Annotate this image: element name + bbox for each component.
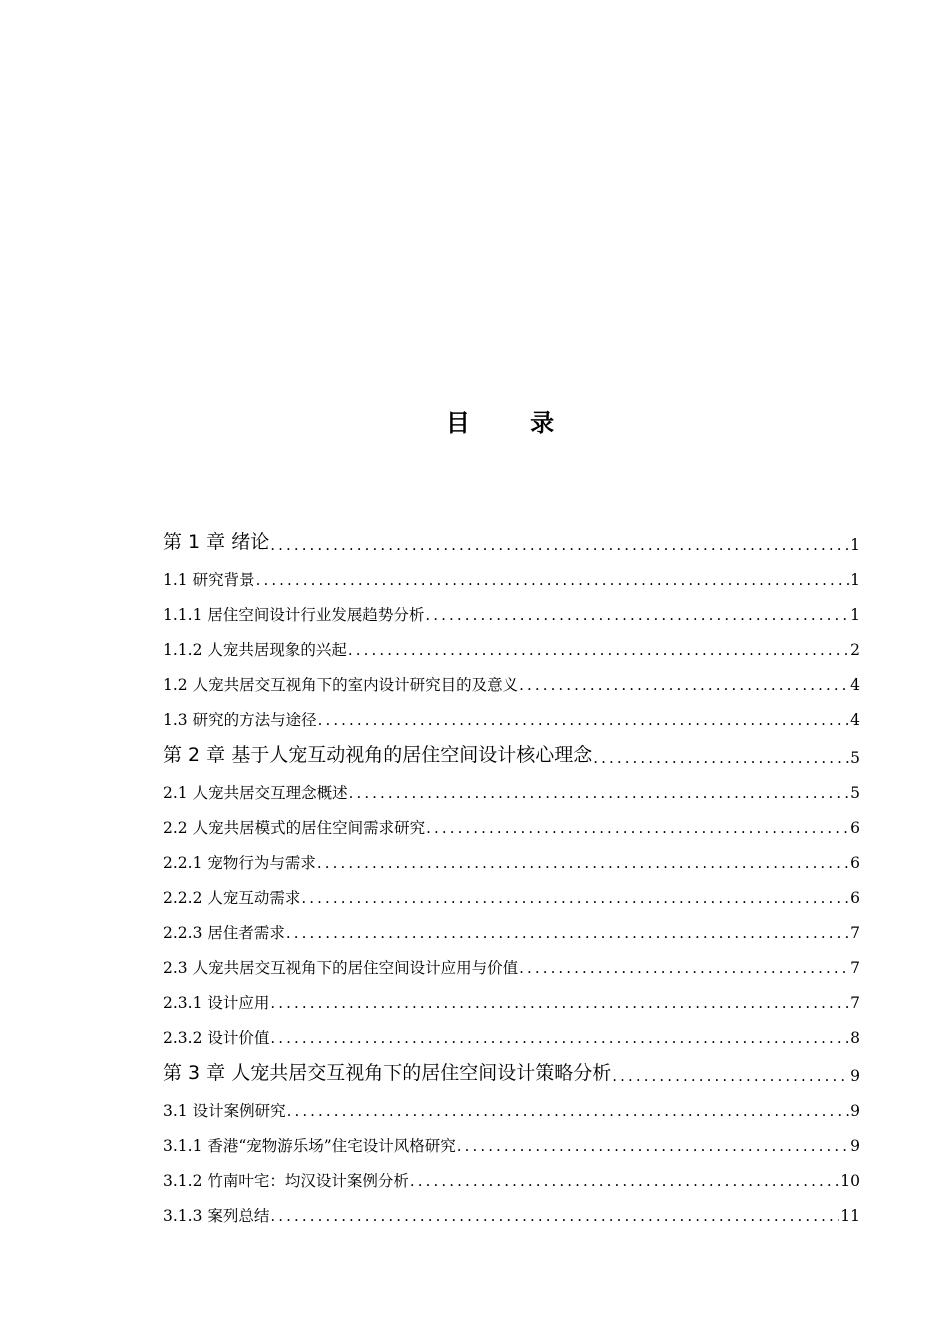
toc-section-entry[interactable] (163, 1158, 860, 1193)
toc-entry-label: 2.3 人宠共居交互视角下的居住空间设计应用与价值 (163, 958, 519, 977)
toc-section-entry[interactable] (163, 662, 860, 697)
toc-dot-leader (270, 1029, 849, 1051)
toc-section-entry[interactable] (163, 875, 860, 910)
toc-page-number: 9 (850, 1066, 860, 1085)
toc-page-number: 7 (850, 923, 860, 942)
toc-dot-leader (593, 749, 849, 771)
toc-entry-label: 第 3 章 人宠共居交互视角下的居住空间设计策略分析 (163, 1062, 612, 1085)
toc-page-number: 1 (850, 535, 860, 554)
toc-page-number: 2 (850, 640, 860, 659)
toc-section-entry[interactable] (163, 980, 860, 1015)
toc-entry-label: 1.2 人宠共居交互视角下的室内设计研究目的及意义 (163, 675, 519, 694)
toc-dot-leader (348, 641, 849, 663)
toc-section-entry[interactable] (163, 805, 860, 840)
toc-dot-leader (270, 1207, 839, 1229)
toc-page-number: 9 (850, 1136, 860, 1155)
toc-page-number: 9 (850, 1101, 860, 1120)
toc-entry-label: 1.1 研究背景 (163, 570, 255, 589)
toc-section-entry[interactable] (163, 592, 860, 627)
toc-entry-label: 2.2.3 居住者需求 (163, 923, 285, 942)
toc-section-entry[interactable] (163, 697, 860, 732)
toc-entry-label: 第 1 章 绪论 (163, 531, 270, 554)
toc-section-entry[interactable] (163, 770, 860, 805)
toc-dot-leader (317, 854, 849, 876)
toc-page-number: 10 (840, 1171, 860, 1190)
toc-section-entry[interactable] (163, 557, 860, 592)
toc-dot-leader (410, 1172, 839, 1194)
toc-section-entry[interactable] (163, 910, 860, 945)
toc-page-number: 7 (850, 993, 860, 1012)
toc-entry-label: 2.2 人宠共居模式的居住空间需求研究 (163, 818, 426, 837)
toc-chapter-entry[interactable] (163, 519, 860, 557)
toc-section-entry[interactable] (163, 627, 860, 662)
toc-dot-leader (270, 994, 849, 1016)
toc-entry-label: 2.3.2 设计价值 (163, 1028, 270, 1047)
toc-page-number: 4 (850, 675, 860, 694)
toc-section-entry[interactable] (163, 1088, 860, 1123)
toc-entry-label: 3.1.1 香港“宠物游乐场”住宅设计风格研究 (163, 1136, 456, 1155)
toc-entry-label: 第 2 章 基于人宠互动视角的居住空间设计核心理念 (163, 744, 593, 767)
toc-page-number: 6 (850, 853, 860, 872)
toc-page-number: 7 (850, 958, 860, 977)
toc-dot-leader (457, 1137, 849, 1159)
toc-dot-leader (425, 606, 849, 628)
toc-entry-label: 1.1.2 人宠共居现象的兴起 (163, 640, 347, 659)
toc-page-number: 8 (850, 1028, 860, 1047)
toc-entry-label: 2.1 人宠共居交互理念概述 (163, 783, 348, 802)
toc-dot-leader (349, 784, 850, 806)
toc-section-entry[interactable] (163, 840, 860, 875)
toc-page-number: 4 (850, 710, 860, 729)
toc-dot-leader (519, 959, 849, 981)
toc-entry-label: 1.3 研究的方法与途径 (163, 710, 317, 729)
toc-dot-leader (426, 819, 849, 841)
toc-chapter-entry[interactable] (163, 732, 860, 770)
toc-title: 目 录 (445, 409, 581, 437)
toc-section-entry[interactable] (163, 945, 860, 980)
toc-page-number: 6 (850, 818, 860, 837)
toc-entry-label: 3.1.2 竹南叶宅：均汉设计案例分析 (163, 1171, 409, 1190)
toc-section-entry[interactable] (163, 1193, 860, 1228)
toc-dot-leader (256, 571, 850, 593)
toc-entry-label: 2.3.1 设计应用 (163, 993, 270, 1012)
toc-chapter-entry[interactable] (163, 1050, 860, 1088)
toc-dot-leader (287, 1102, 850, 1124)
toc-entry-label: 3.1.3 案列总结 (163, 1206, 270, 1225)
toc-section-entry[interactable] (163, 1015, 860, 1050)
toc-dot-leader (519, 676, 849, 698)
toc-page-number: 1 (850, 570, 860, 589)
toc-entry-label: 2.2.1 宠物行为与需求 (163, 853, 316, 872)
toc-dot-leader (318, 711, 850, 733)
toc-dot-leader (301, 889, 849, 911)
toc-page-number: 1 (850, 605, 860, 624)
toc-page-number: 5 (850, 748, 860, 767)
toc-entry-label: 3.1 设计案例研究 (163, 1101, 286, 1120)
toc-section-entry[interactable] (163, 1123, 860, 1158)
toc-dot-leader (612, 1067, 849, 1089)
toc-page-number: 6 (850, 888, 860, 907)
toc-page-number: 5 (850, 783, 860, 802)
toc-dot-leader (286, 924, 849, 946)
toc-page-number: 11 (840, 1206, 860, 1225)
toc-entry-label: 1.1.1 居住空间设计行业发展趋势分析 (163, 605, 425, 624)
toc-dot-leader (270, 536, 849, 558)
table-of-contents (163, 519, 860, 1228)
toc-entry-label: 2.2.2 人宠互动需求 (163, 888, 301, 907)
